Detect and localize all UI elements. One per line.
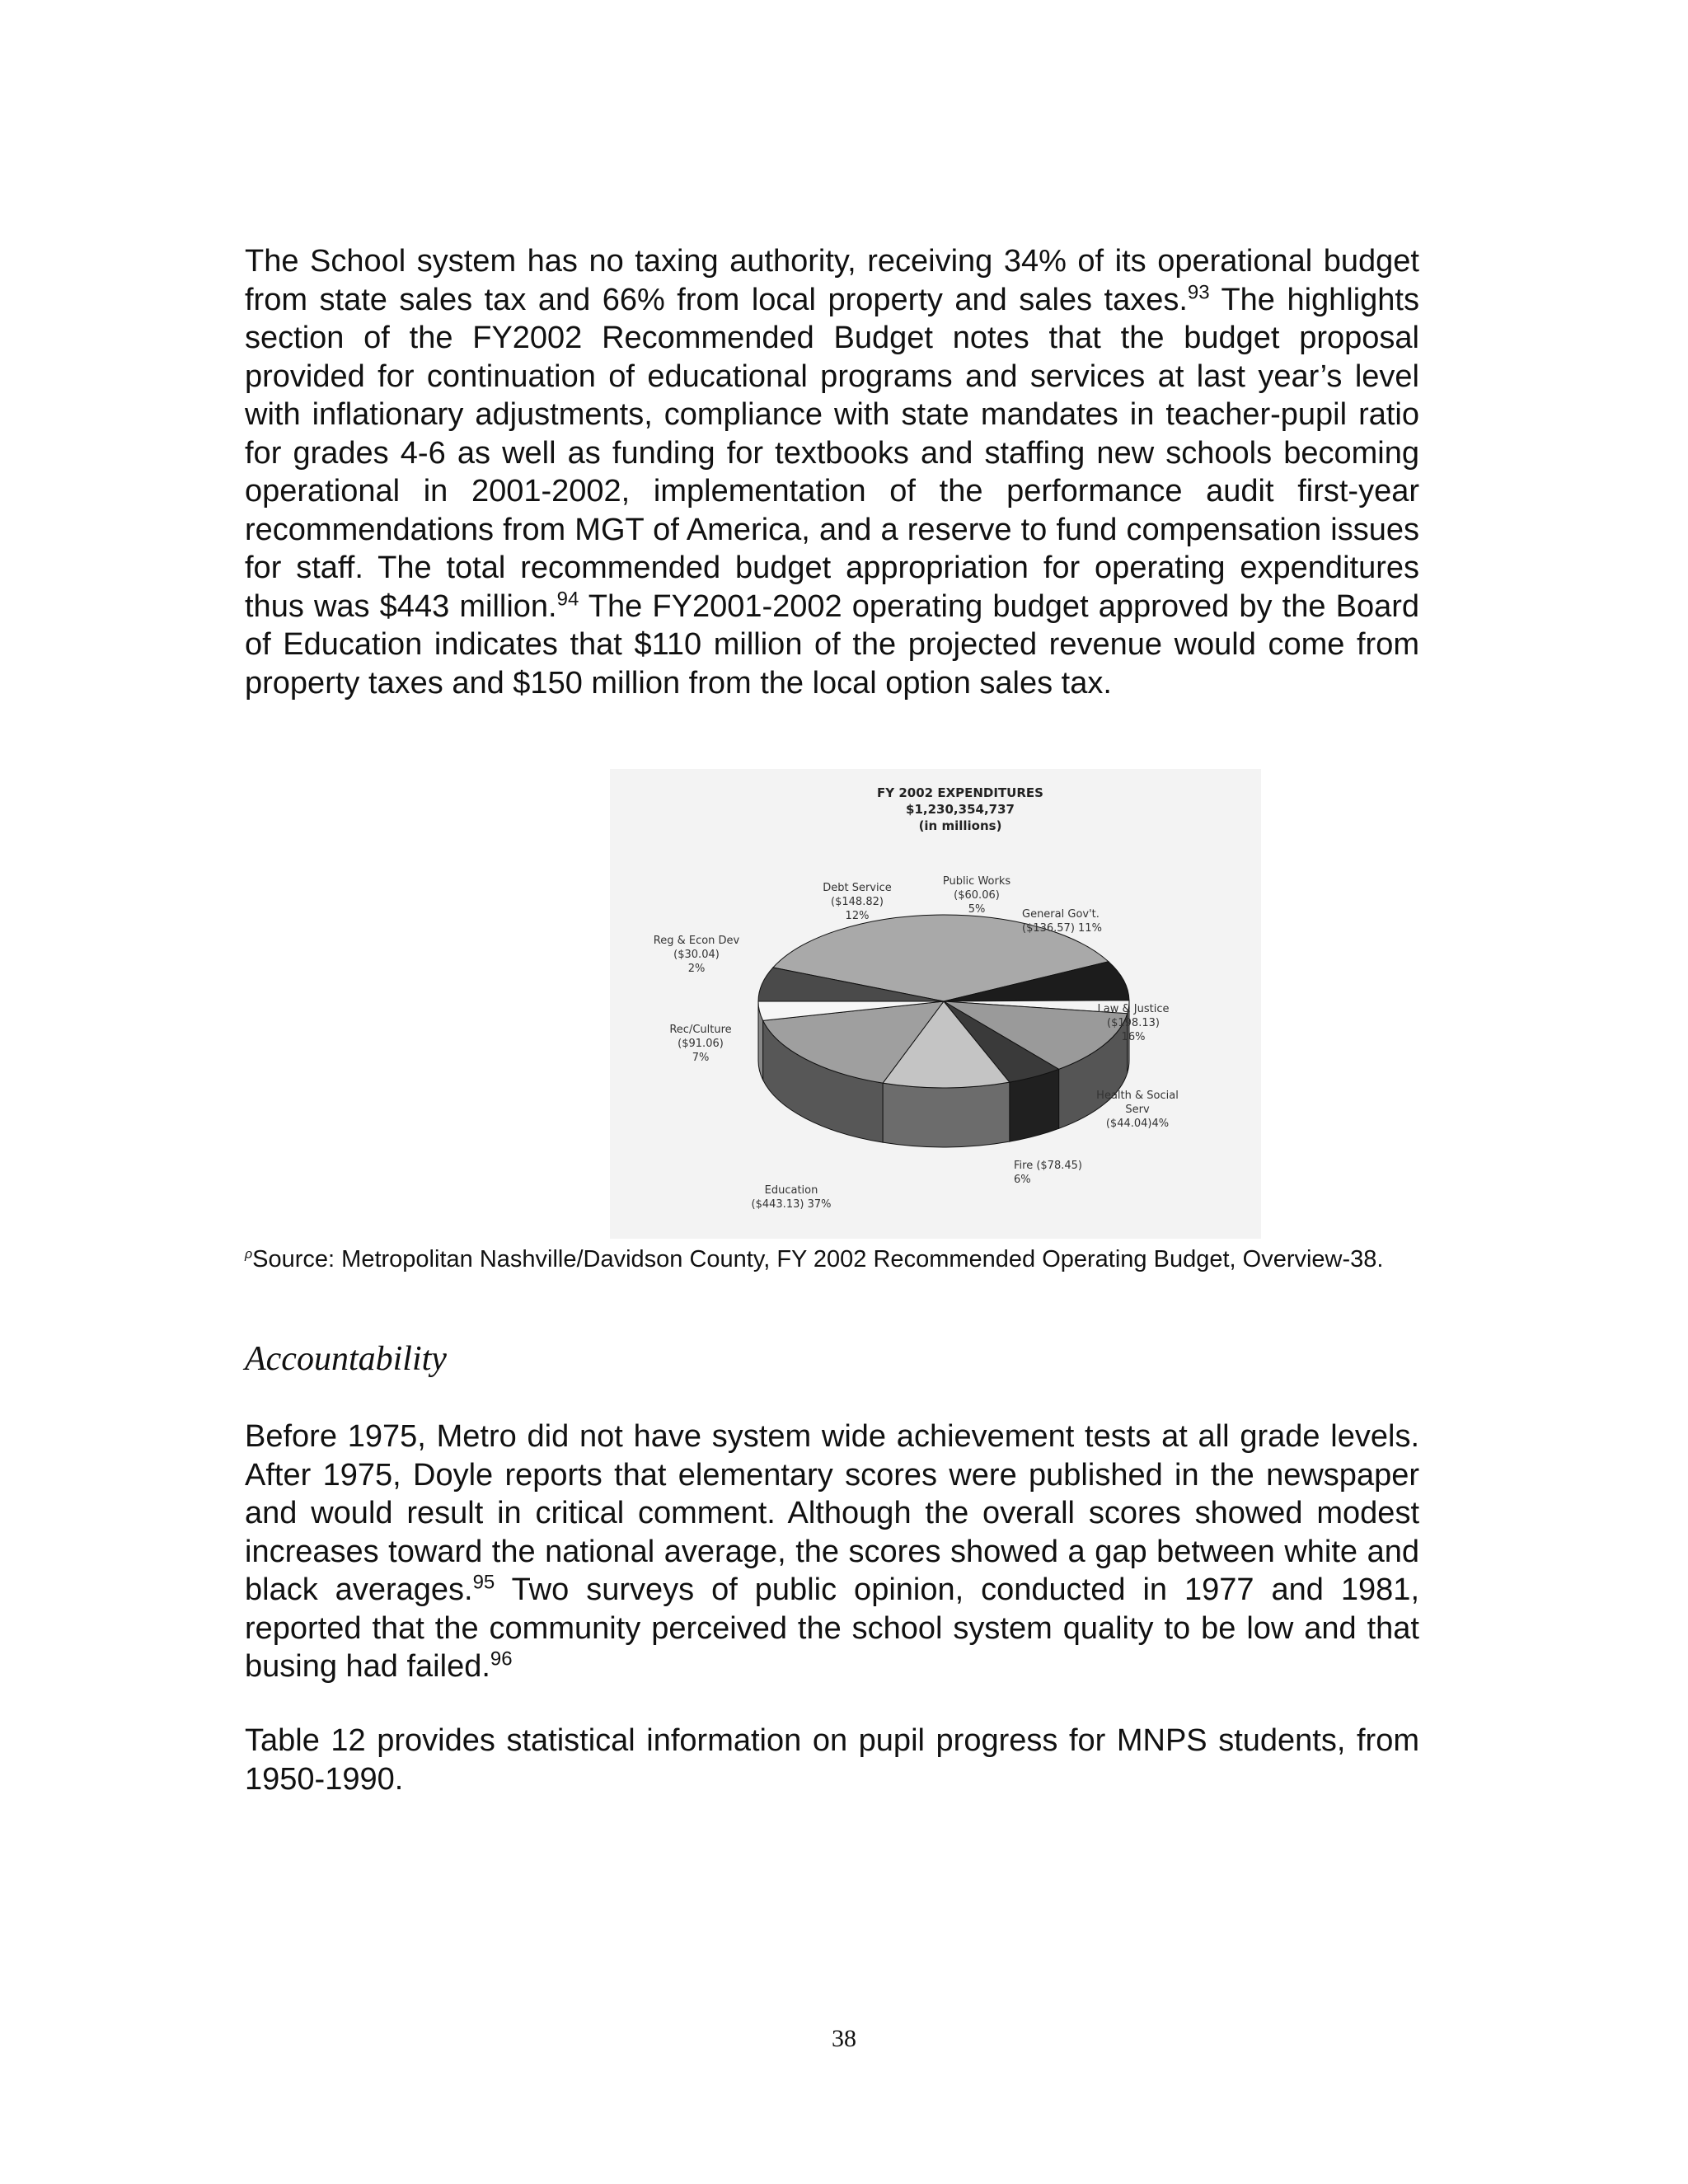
- source-marker: ρ: [245, 1247, 253, 1262]
- paragraph-text: Two surveys of public opinion, conducted in 1977 and 1981, reported that the community perceived the school system quality to be low and that busing had failed.: [245, 1572, 1420, 1684]
- source-text: Source: Metropolitan Nashville/Davidson County, FY 2002 Recommended Operating Budget, Overview-38.: [252, 1246, 1384, 1272]
- body-paragraph-accountability: [245, 1418, 1419, 1686]
- paragraph-text: The highlights section of the FY2002 Recommended Budget notes that the budget proposal provided for continuation of educational programs and services at last year’s level with inflationary adjustments, compliance with state mandates in teacher-pupil ratio for grades 4-6 as well as funding for textbooks and staffing new schools becoming operational in 2001-2002, implementation of the performance audit first-year recommendations from MGT of America, and a reserve to fund compensation issues for staff. The total recommended budget appropriation for operating expenditures thus was $443 million.: [245, 282, 1419, 624]
- footnote-ref[interactable]: 94: [556, 587, 579, 610]
- chart-title: FY 2002 EXPENDITURES: [877, 785, 1043, 800]
- pie-label-general-gov-t: General Gov't. ($136.57) 11%: [1022, 908, 1102, 935]
- pie-side-general-gov-t: [883, 1082, 1010, 1147]
- pie-label-rec-culture: Rec/Culture ($91.06) 7%: [669, 1024, 732, 1064]
- expenditures-pie-chart: [610, 769, 1261, 1239]
- pie-label-law-justice: Law & Justice ($198.13) 16%: [1097, 1003, 1170, 1043]
- body-paragraph-table-ref: Table 12 provides statistical information on pupil progress for MNPS students, from 1950-1990.: [245, 1723, 1419, 1797]
- chart-subtitle: $1,230,354,737: [906, 802, 1015, 817]
- paragraph-text: The FY2001-2002 operating budget approved by the Board of Education indicates that $110 million of the projected revenue would come from property taxes and $150 million from the local option sales tax.: [245, 588, 1419, 701]
- paragraph-text: Before 1975, Metro did not have system wide achievement tests at all grade levels. After 1975, Doyle reports that elementary scores were published in the newspaper and would result in critical comment. Although the overall scores showed modest increases toward the national average, the scores showed a gap between white and black averages.: [245, 1419, 1419, 1607]
- chart-source-note: [245, 1244, 1419, 1274]
- pie-label-fire: Fire ($78.45) 6%: [1014, 1160, 1082, 1186]
- footnote-ref[interactable]: 95: [472, 1571, 495, 1594]
- footnote-ref[interactable]: 93: [1187, 280, 1210, 303]
- pie-label-debt-service: Debt Service ($148.82) 12%: [823, 882, 892, 922]
- pie-label-education: Education ($443.13) 37%: [751, 1184, 832, 1211]
- paragraph-text: The School system has no taxing authority, receiving 34% of its operational budget from state sales tax and 66% from local property and sales taxes.: [245, 244, 1419, 317]
- section-heading: Accountability: [245, 1340, 447, 1378]
- chart-units-note: (in millions): [918, 818, 1002, 833]
- chart-canvas: [610, 769, 1261, 1239]
- footnote-ref[interactable]: 96: [490, 1647, 513, 1671]
- pie-label-public-works: Public Works ($60.06) 5%: [942, 875, 1011, 916]
- body-paragraph-budget: [245, 242, 1419, 702]
- pie-label-health-social-serv: Health & Social Serv ($44.04)4%: [1096, 1090, 1179, 1130]
- pie-label-reg-econ-dev: Reg & Econ Dev ($30.04) 2%: [653, 935, 740, 975]
- page-number: 38: [832, 2025, 856, 2052]
